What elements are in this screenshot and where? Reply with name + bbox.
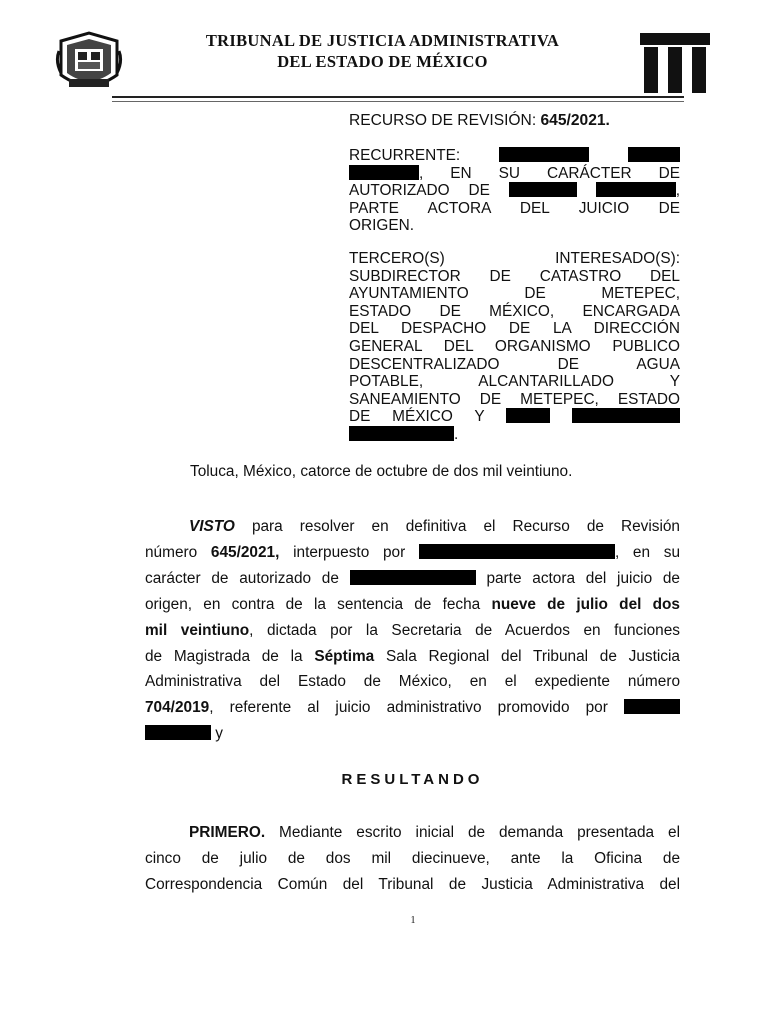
primero-paragraph — [145, 820, 680, 898]
redaction-box — [145, 725, 211, 740]
visto-paragraph — [145, 514, 680, 747]
visto-line8: 704/2019, referente al juicio administrativo promovido por — [145, 695, 680, 721]
recurrente-label: RECURRENTE: — [349, 147, 461, 164]
recurrente-line2: , EN SU CARÁCTER DE — [349, 165, 680, 183]
visto-line5: mil veintiuno, dictada por la Secretaria de Acuerdos en funciones — [145, 621, 680, 639]
tercero-line1: TERCERO(S) INTERESADO(S): — [349, 250, 680, 267]
tercero-line10: DE MÉXICO Y — [349, 408, 680, 426]
tercero-section — [349, 250, 680, 444]
visto-line1: VISTO para resolver en definitiva el Recurso de Revisión — [189, 518, 680, 535]
recurrente-section — [349, 147, 680, 235]
redaction-box — [349, 426, 454, 441]
visto-line3: carácter de autorizado de parte actora del juicio de — [145, 569, 680, 587]
header-rule — [112, 96, 684, 98]
visto-line4: origen, en contra de la sentencia de fecha nueve de julio del dos — [145, 595, 680, 613]
redaction-box — [506, 408, 550, 423]
resultando-heading: RESULTANDO — [341, 771, 484, 788]
recurrente-line4: PARTE ACTORA DEL JUICIO DE — [349, 199, 680, 217]
estado-de-mexico-seal-logo — [55, 31, 123, 95]
tercero-line9: SANEAMIENTO DE METEPEC, ESTADO — [349, 390, 680, 408]
header-rule-thin — [112, 101, 684, 102]
redaction-box — [624, 699, 680, 714]
redaction-box — [509, 182, 577, 197]
redaction-box — [349, 165, 419, 180]
visto-line7: Administrativa del Estado de México, en el expediente número — [145, 673, 680, 691]
primero-line3: Correspondencia Común del Tribunal de Justicia Administrativa del — [145, 875, 680, 893]
visto-line9: y — [145, 721, 680, 747]
recurrente-line5: ORIGEN. — [349, 217, 414, 235]
recurso-line — [349, 112, 680, 130]
tja-logo — [640, 33, 710, 95]
dateline: Toluca, México, catorce de octubre de dos mil veintiuno. — [190, 463, 573, 480]
tercero-line11: . — [349, 426, 680, 444]
tercero-line7: DESCENTRALIZADO DE AGUA — [349, 355, 680, 373]
recurso-label: RECURSO DE REVISIÓN: — [349, 112, 541, 129]
redaction-box — [499, 147, 589, 162]
tercero-line5: DEL DESPACHO DE LA DIRECCIÓN — [349, 320, 680, 338]
redaction-box — [350, 570, 476, 585]
tercero-line3: AYUNTAMIENTO DE METEPEC, — [349, 285, 680, 303]
primero-line1: PRIMERO. Mediante escrito inicial de demanda presentada el — [189, 824, 680, 841]
recurrente-line3: AUTORIZADO DE , — [349, 182, 680, 200]
redaction-box — [572, 408, 680, 423]
visto-line6: de Magistrada de la Séptima Sala Regional del Tribunal de Justicia — [145, 647, 680, 665]
recurso-number: 645/2021. — [540, 112, 610, 129]
redaction-box — [419, 544, 615, 559]
tribunal-name-line2: DEL ESTADO DE MÉXICO — [277, 52, 488, 71]
tercero-line4: ESTADO DE MÉXICO, ENCARGADA — [349, 302, 680, 320]
page-number: 1 — [410, 915, 416, 926]
recurrente-line1 — [349, 147, 680, 165]
tercero-line6: GENERAL DEL ORGANISMO PUBLICO — [349, 337, 680, 355]
tercero-line8: POTABLE, ALCANTARILLADO Y — [349, 373, 680, 391]
tribunal-name-line1: TRIBUNAL DE JUSTICIA ADMINISTRATIVA — [205, 31, 560, 50]
primero-line2: cinco de julio de dos mil diecinueve, ante la Oficina de — [145, 849, 680, 867]
tercero-line2: SUBDIRECTOR DE CATASTRO DEL — [349, 267, 680, 285]
redaction-box — [628, 147, 680, 162]
visto-line2: número 645/2021, interpuesto por , en su — [145, 543, 681, 561]
redaction-box — [596, 182, 676, 197]
